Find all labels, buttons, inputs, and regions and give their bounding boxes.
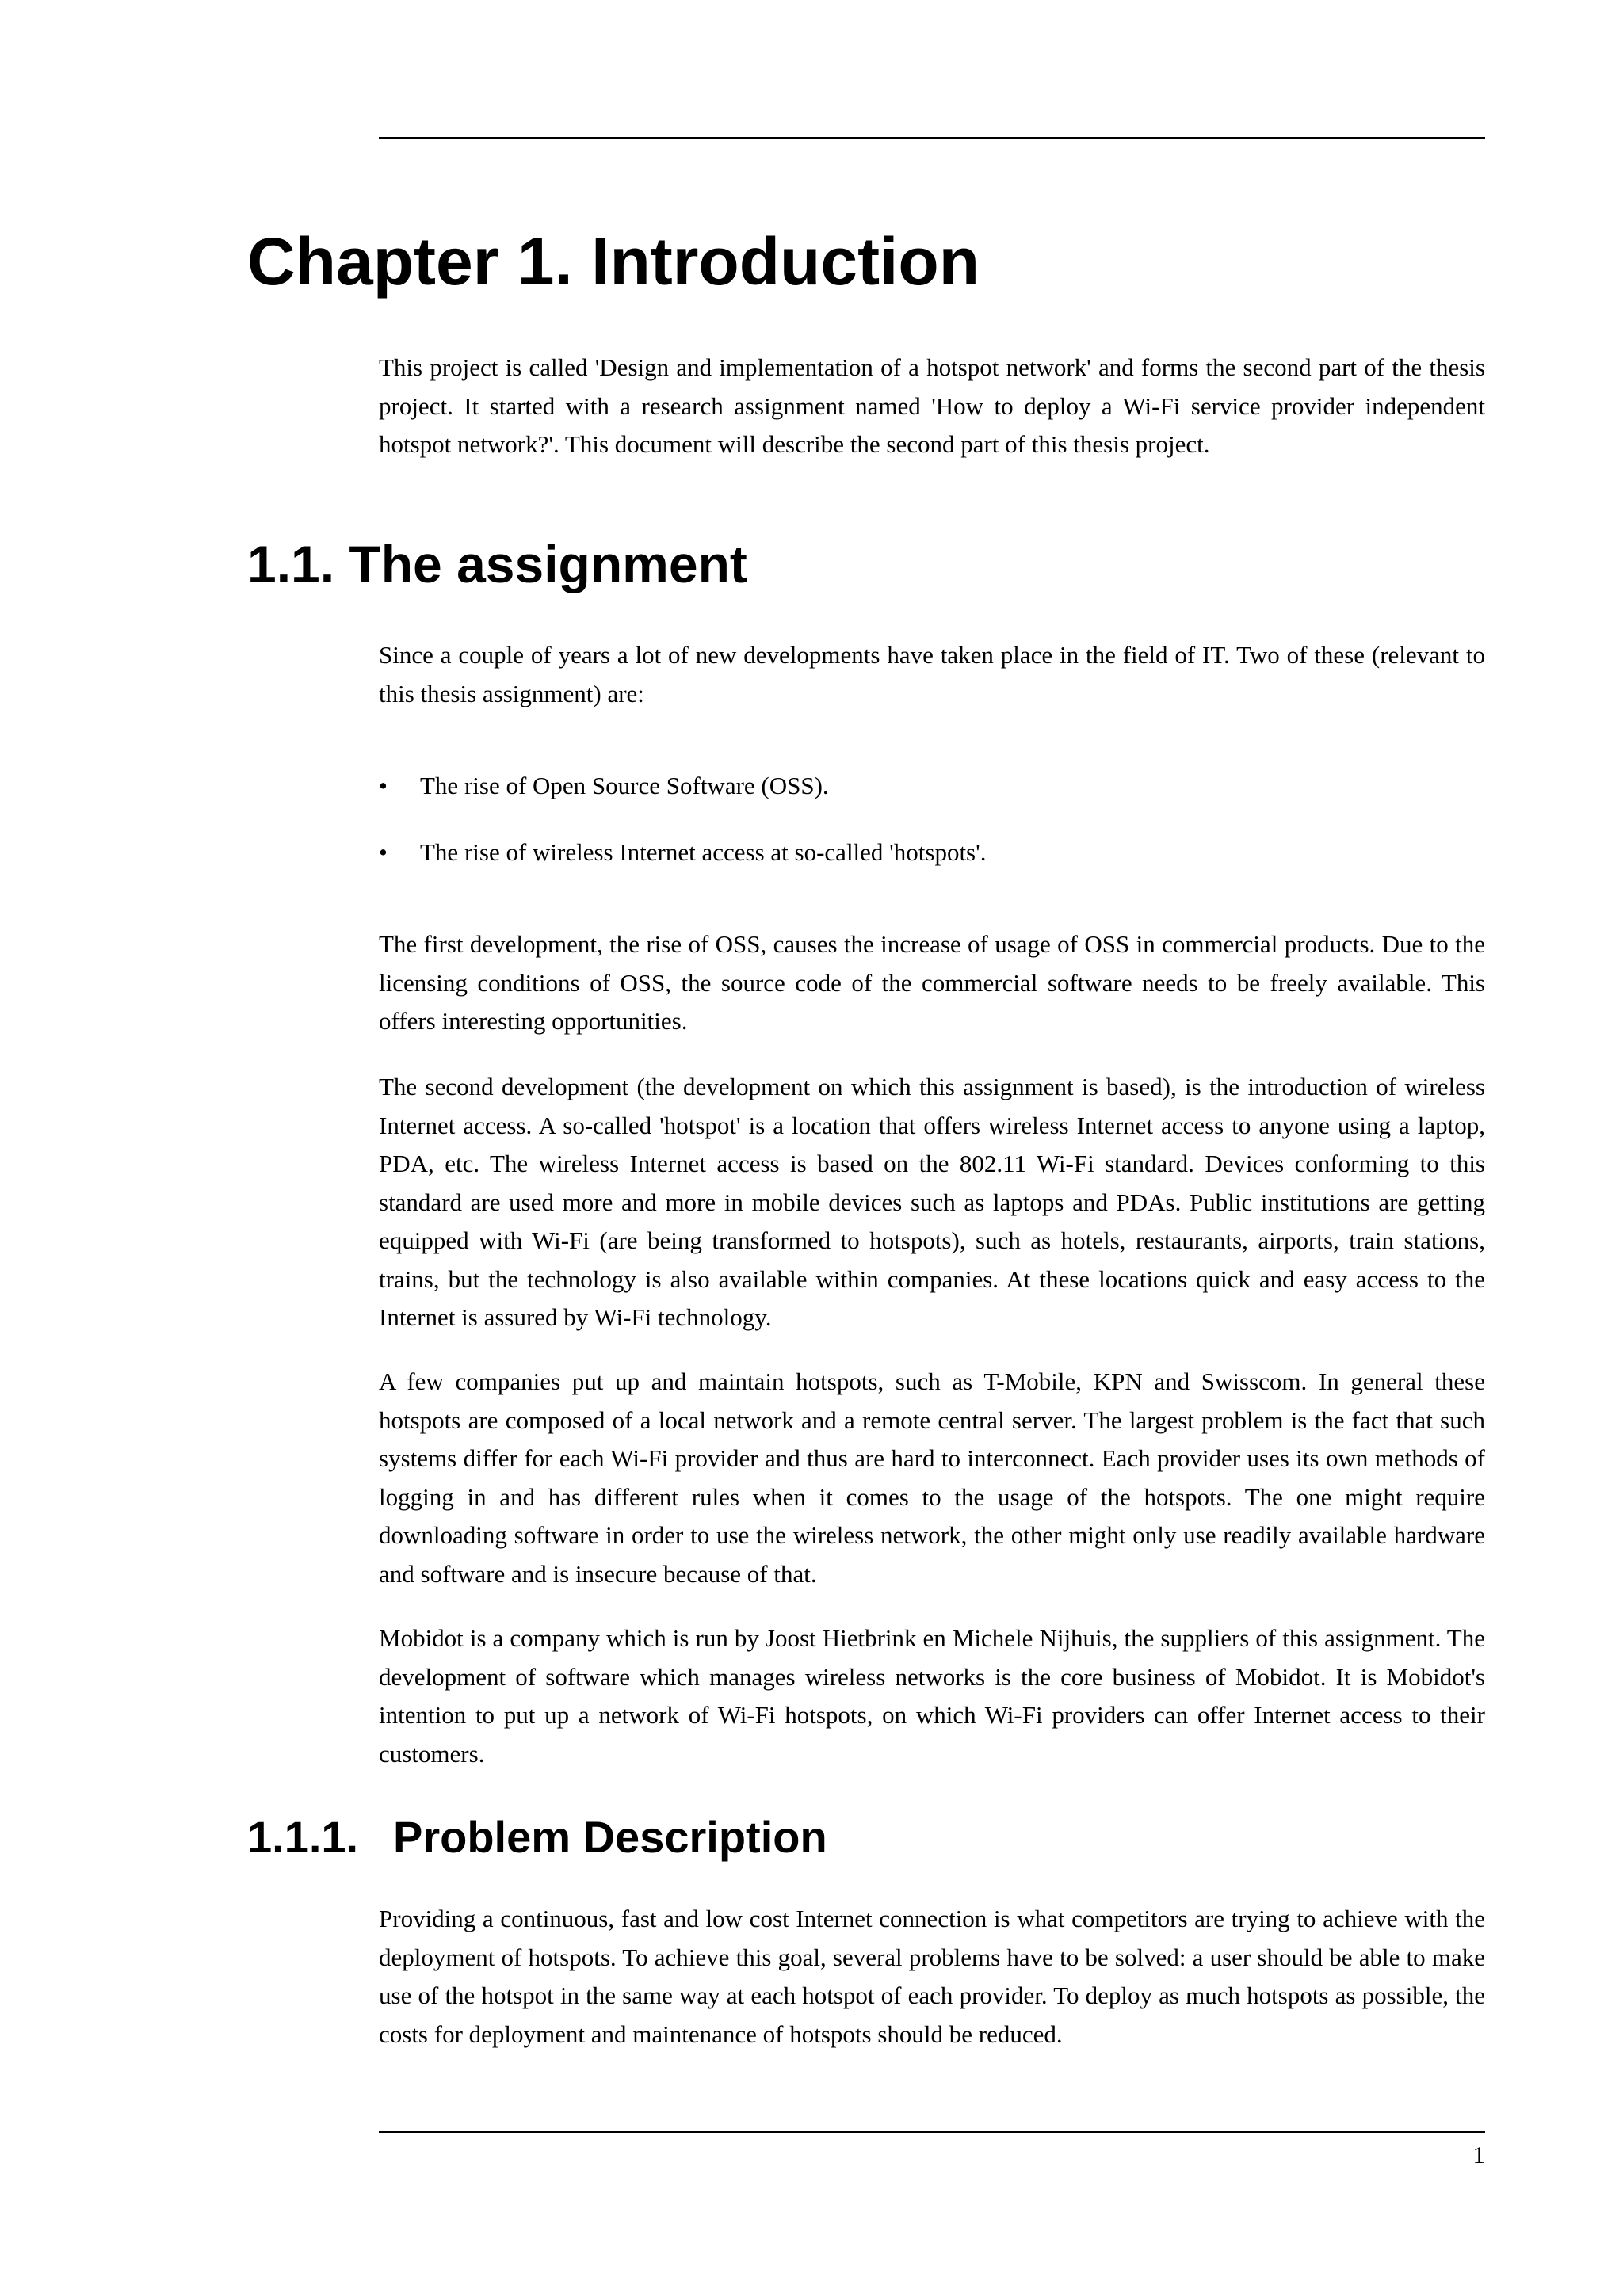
header-rule <box>379 137 1485 139</box>
bullet-icon: • <box>379 772 388 799</box>
chapter-intro-paragraph: This project is called 'Design and implementation of a hotspot network' and forms the second part of the thesis project. It started with a research assignment named 'How to deploy a Wi-Fi service provider independent hotspot network?'. This document will describe the second part of this thesis project. <box>379 353 1485 458</box>
assignment-paragraph-4: A few companies put up and maintain hotspots, such as T-Mobile, KPN and Swisscom. In general these hotspots are composed of a local network and a remote central server. The largest problem is the fact that such systems differ for each Wi-Fi provider and thus are hard to interconnect. Each provider uses its own methods of logging in and has different rules when it comes to the usage of the hotspots. The one might require downloading software in order to use the wireless network, the other might only use readily available hardware and software and is insecure because of that. <box>379 1367 1485 1588</box>
list-item-text: The rise of wireless Internet access at so-called 'hotspots'. <box>420 838 987 866</box>
section-title-assignment: 1.1. The assignment <box>247 535 747 593</box>
bullet-icon: • <box>379 838 388 866</box>
page-number: 1 <box>1472 2141 1485 2168</box>
problem-description-paragraph: Providing a continuous, fast and low cost Internet connection is what competitors are trying to achieve with the deployment of hotspots. To achieve this goal, several problems have to be solved: a user should be able to make use of the hotspot in the same way at each hotspot of each provider. To deploy as much hotspots as possible, the costs for deployment and maintenance of hotspots should be reduced. <box>379 1905 1485 2048</box>
subsection-title-problem-description <box>247 1810 827 1865</box>
chapter-title: Chapter 1. Introduction <box>247 224 980 299</box>
list-item <box>379 767 1485 805</box>
assignment-paragraph-2: The first development, the rise of OSS, causes the increase of usage of OSS in commercial products. Due to the licensing conditions of OSS, the source code of the commercial software needs to be freely available. This offers interesting opportunities. <box>379 930 1485 1035</box>
list-item <box>379 833 1485 871</box>
assignment-paragraph-5: Mobidot is a company which is run by Joost Hietbrink en Michele Nijhuis, the suppliers of this assignment. The development of software which manages wireless networks is the core business of Mobidot. It is Mobidot's intention to put up a network of Wi-Fi hotspots, on which Wi-Fi providers can offer Internet access to their customers. <box>379 1624 1485 1768</box>
assignment-paragraph-3: The second development (the development on which this assignment is based), is the introduction of wireless Internet access. A so-called 'hotspot' is a location that offers wireless Internet access to anyone using a laptop, PDA, etc. The wireless Internet access is based on the 802.11 Wi-Fi standard. Devices conforming to this standard are used more and more in mobile devices such as laptops and PDAs. Public institutions are getting equipped with Wi-Fi (are being transformed to hotspots), such as hotels, restaurants, airports, train stations, trains, but the technology is also available within companies. At these locations quick and easy access to the Internet is assured by Wi-Fi technology. <box>379 1073 1485 1331</box>
developments-list <box>379 767 1485 871</box>
subsection-number: 1.1.1. <box>247 1812 359 1862</box>
list-item-text: The rise of Open Source Software (OSS). <box>420 772 829 799</box>
subsection-title-text: Problem Description <box>393 1812 827 1862</box>
assignment-paragraph-1: Since a couple of years a lot of new developments have taken place in the field of IT. Two of these (relevant to this thesis assignment) are: <box>379 641 1485 707</box>
footer-rule <box>379 2131 1485 2133</box>
